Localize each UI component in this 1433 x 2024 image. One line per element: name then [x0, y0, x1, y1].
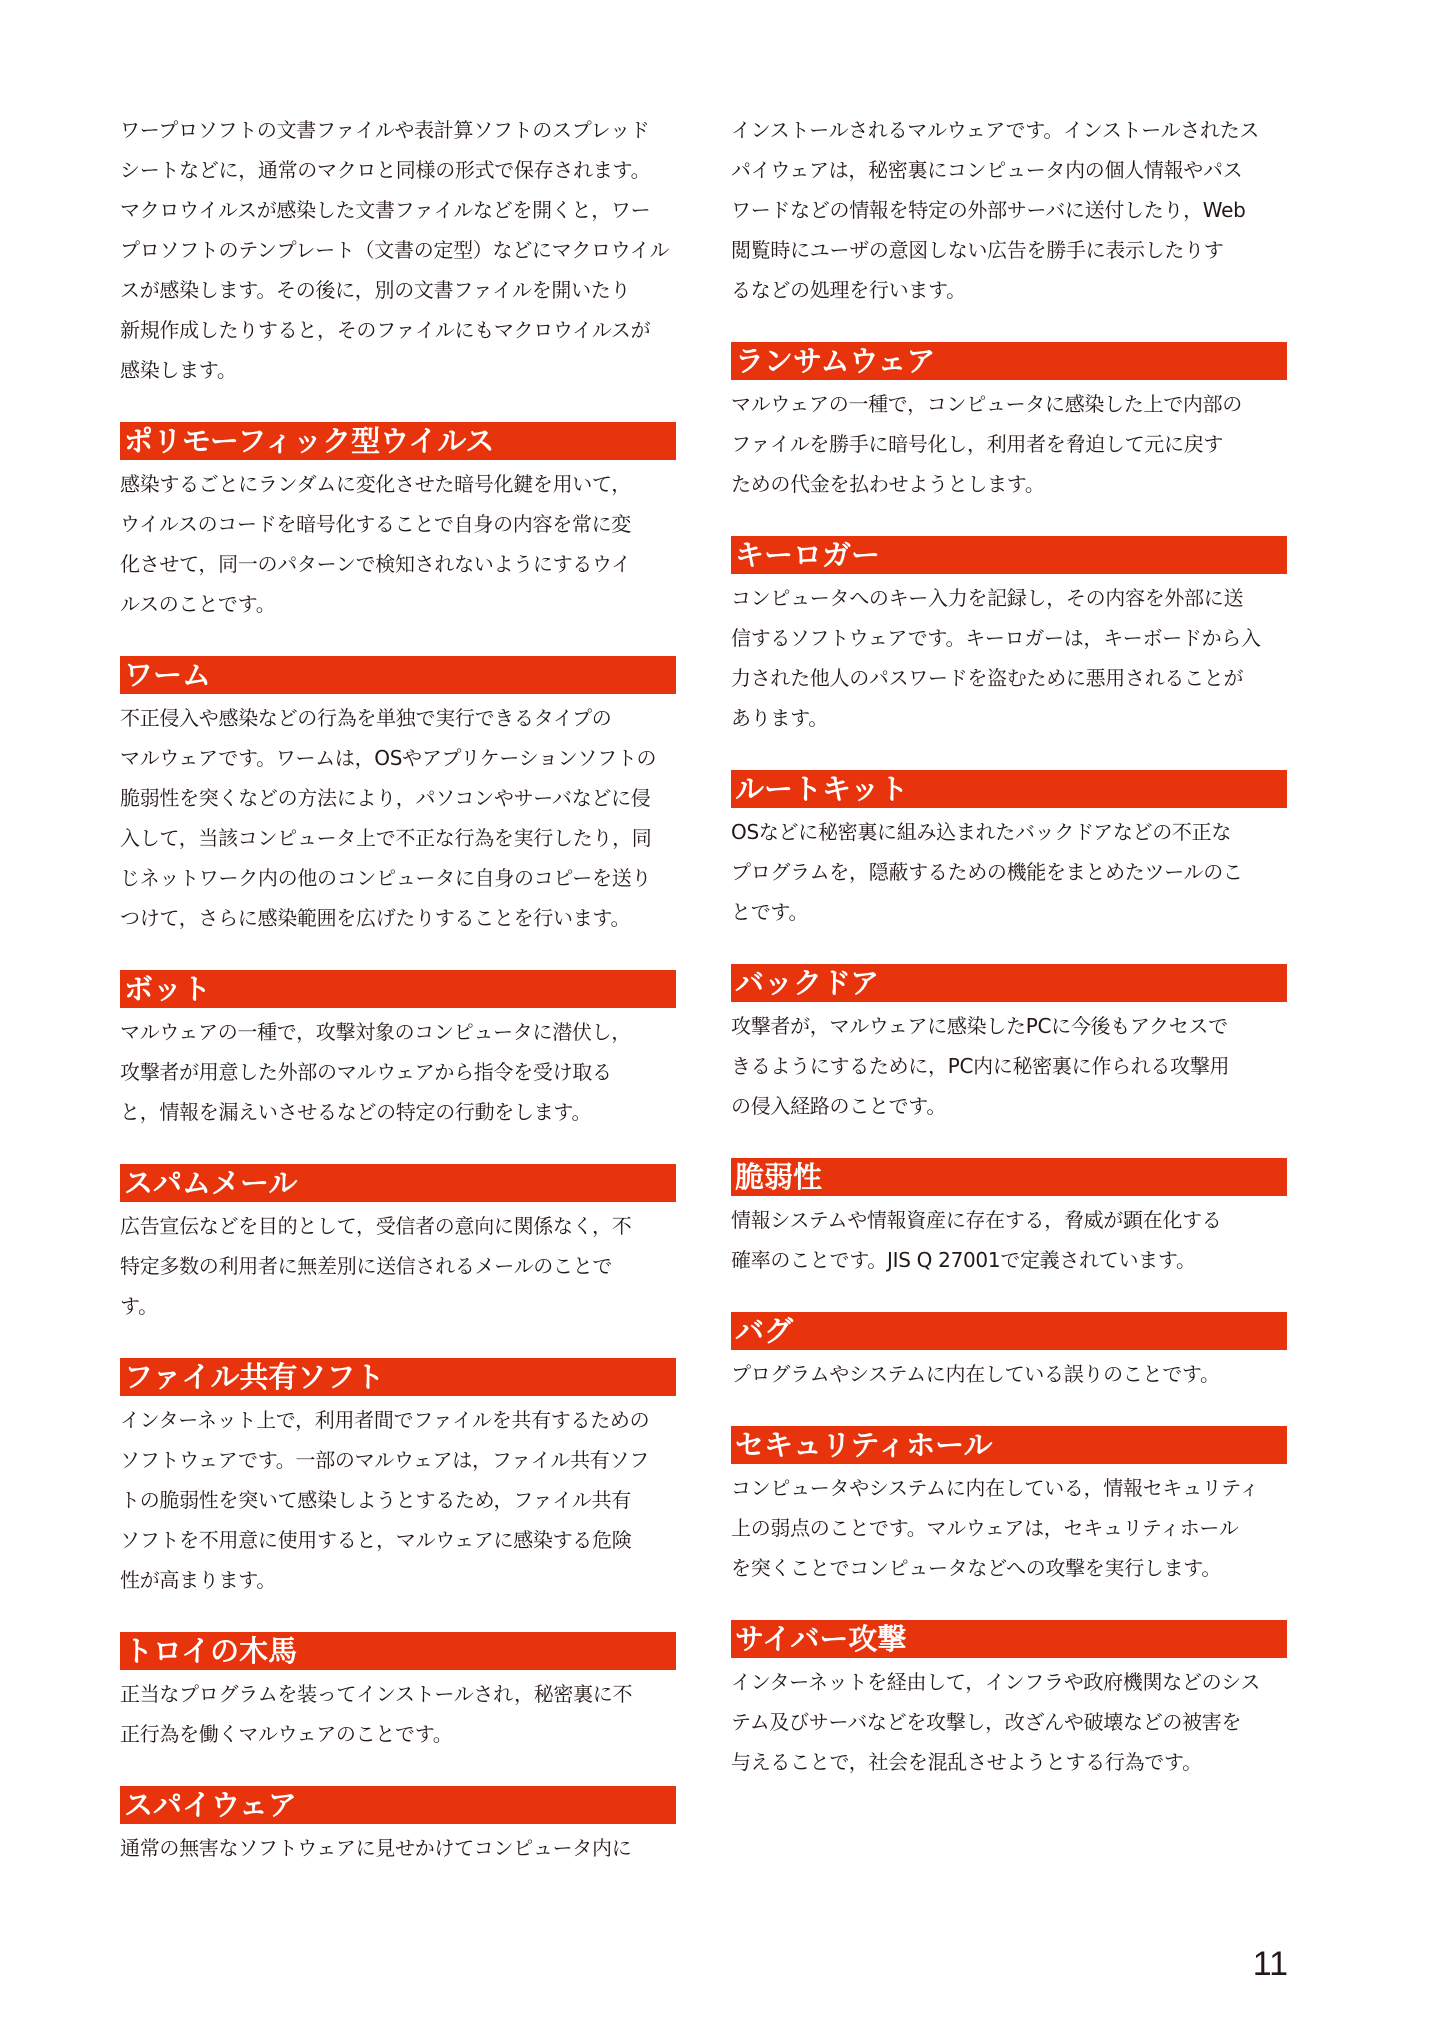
glossary-section: [120, 110, 676, 390]
definition-line: 新規作成したりすると，そのファイルにもマクロウイルスが: [120, 318, 651, 342]
definition-line: 与えることで，社会を混乱させようとする行為です。: [731, 1750, 1202, 1774]
definition-line: パイウェアは，秘密裏にコンピュータ内の個人情報やパス: [731, 158, 1243, 182]
term-heading: ルートキット: [731, 770, 1287, 808]
glossary-section: [120, 1164, 676, 1326]
definition-line: トの脆弱性を突いて感染しようとするため，ファイル共有: [120, 1488, 631, 1512]
definition-line: テム及びサーバなどを攻撃し，改ざんや破壊などの被害を: [731, 1710, 1242, 1734]
glossary-section: [731, 342, 1287, 504]
term-heading: バックドア: [731, 964, 1287, 1002]
glossary-section: [120, 656, 676, 938]
term-heading: ランサムウェア: [731, 342, 1287, 380]
definition-line: るなどの処理を行います。: [731, 278, 966, 302]
section-gap: [731, 1588, 1287, 1620]
section-gap: [731, 1126, 1287, 1158]
term-heading: セキュリティホール: [731, 1426, 1287, 1464]
definition-line: マルウェアの一種で，攻撃対象のコンピュータに潜伏し，: [120, 1020, 631, 1044]
term-heading: スパムメール: [120, 1164, 676, 1202]
definition-line: ファイルを勝手に暗号化し，利用者を脅迫して元に戻す: [731, 432, 1224, 456]
section-gap: [731, 1394, 1287, 1426]
definition-line: マルウェアです。ワームは，OSやアプリケーションソフトの: [120, 746, 657, 770]
section-gap: [731, 310, 1287, 342]
definition-line: 攻撃者が用意した外部のマルウェアから指令を受け取る: [120, 1060, 612, 1084]
definition-line: 広告宣伝などを目的として，受信者の意向に関係なく，不: [120, 1214, 632, 1238]
definition-line: あります。: [731, 706, 828, 730]
definition-line: インストールされるマルウェアです。インストールされたス: [731, 118, 1260, 142]
page-number: 11: [1252, 1945, 1288, 1983]
glossary-section: [731, 110, 1287, 310]
definition-line: 不正侵入や感染などの行為を単独で実行できるタイプの: [120, 706, 612, 730]
glossary-section: [120, 422, 676, 624]
definition-line: コンピュータやシステムに内在している，情報セキュリティ: [731, 1476, 1259, 1500]
definition-line: ウイルスのコードを暗号化することで自身の内容を常に変: [120, 512, 631, 536]
definition-line: インターネットを経由して，インフラや政府機関などのシス: [731, 1670, 1261, 1694]
definition-line: きるようにするために，PC内に秘密裏に作られる攻撃用: [731, 1054, 1230, 1078]
glossary-section: [120, 1786, 676, 1868]
definition-line: 正当なプログラムを装ってインストールされ，秘密裏に不: [120, 1682, 633, 1706]
glossary-section: [731, 1312, 1287, 1394]
glossary-section: [120, 1358, 676, 1600]
section-gap: [731, 504, 1287, 536]
definition-line: 脆弱性を突くなどの方法により，パソコンやサーバなどに侵: [120, 786, 651, 810]
section-gap: [120, 1326, 676, 1358]
definition-line: 信するソフトウェアです。キーロガーは，キーボードから入: [731, 626, 1261, 650]
definition-line: プログラムを，隠蔽するための機能をまとめたツールのこ: [731, 860, 1243, 884]
glossary-section: [731, 1426, 1287, 1588]
section-gap: [120, 390, 676, 422]
left-column: [120, 110, 676, 1868]
glossary-section: [120, 1632, 676, 1754]
definition-line: 正行為を働くマルウェアのことです。: [120, 1722, 453, 1746]
definition-line: ソフトウェアです。一部のマルウェアは，ファイル共有ソフ: [120, 1448, 649, 1472]
section-gap: [731, 738, 1287, 770]
definition-line: を突くことでコンピュータなどへの攻撃を実行します。: [731, 1556, 1222, 1580]
glossary-section: [731, 770, 1287, 932]
definition-line: OSなどに秘密裏に組み込まれたバックドアなどの不正な: [731, 820, 1232, 844]
definition-line: ワードなどの情報を特定の外部サーバに送付したり，Web: [731, 198, 1246, 222]
term-heading: サイバー攻撃: [731, 1620, 1287, 1658]
glossary-section: [731, 536, 1287, 738]
glossary-section: [731, 1158, 1287, 1280]
definition-line: 力された他人のパスワードを盗むために悪用されることが: [731, 666, 1244, 690]
section-gap: [120, 624, 676, 656]
definition-line: ルスのことです。: [120, 592, 276, 616]
term-heading: 脆弱性: [731, 1158, 1287, 1196]
term-heading: ポリモーフィック型ウイルス: [120, 422, 676, 460]
definition-line: 感染します。: [120, 358, 237, 382]
section-gap: [731, 1280, 1287, 1312]
definition-line: 特定多数の利用者に無差別に送信されるメールのことで: [120, 1254, 613, 1278]
definition-line: 上の弱点のことです。マルウェアは，セキュリティホール: [731, 1516, 1239, 1540]
definition-line: 通常の無害なソフトウェアに見せかけてコンピュータ内に: [120, 1836, 632, 1860]
definition-line: プログラムやシステムに内在している誤りのことです。: [731, 1362, 1220, 1386]
section-gap: [120, 938, 676, 970]
definition-line: コンピュータへのキー入力を記録し，その内容を外部に送: [731, 586, 1244, 610]
definition-line: つけて，さらに感染範囲を広げたりすることを行います。: [120, 906, 631, 930]
term-heading: ワーム: [120, 656, 676, 694]
definition-line: 性が高まります。: [120, 1568, 276, 1592]
definition-line: マルウェアの一種で，コンピュータに感染した上で内部の: [731, 392, 1242, 416]
section-gap: [120, 1754, 676, 1786]
definition-line: す。: [120, 1294, 158, 1318]
definition-line: と，情報を漏えいさせるなどの特定の行動をします。: [120, 1100, 592, 1124]
glossary-section: [731, 1620, 1287, 1782]
definition-line: 閲覧時にユーザの意図しない広告を勝手に表示したりす: [731, 238, 1224, 262]
definition-line: シートなどに，通常のマクロと同様の形式で保存されます。: [120, 158, 651, 182]
term-heading: トロイの木馬: [120, 1632, 676, 1670]
definition-line: 化させて，同一のパターンで検知されないようにするウイ: [120, 552, 631, 576]
glossary-section: [731, 964, 1287, 1126]
definition-line: 情報システムや情報資産に存在する，脅威が顕在化する: [731, 1208, 1222, 1232]
definition-line: ワープロソフトの文書ファイルや表計算ソフトのスプレッド: [120, 118, 650, 142]
term-heading: ファイル共有ソフト: [120, 1358, 676, 1396]
section-gap: [731, 932, 1287, 964]
definition-line: 攻撃者が，マルウェアに感染したPCに今後もアクセスで: [731, 1014, 1228, 1038]
term-heading: スパイウェア: [120, 1786, 676, 1824]
definition-line: インターネット上で，利用者間でファイルを共有するための: [120, 1408, 650, 1432]
glossary-section: [120, 970, 676, 1132]
definition-line: 入して，当該コンピュータ上で不正な行為を実行したり，同: [120, 826, 652, 850]
term-heading: バグ: [731, 1312, 1287, 1350]
definition-line: ための代金を払わせようとします。: [731, 472, 1045, 496]
definition-line: じネットワーク内の他のコンピュータに自身のコピーを送り: [120, 866, 652, 890]
right-column: [731, 110, 1287, 1782]
section-gap: [120, 1132, 676, 1164]
definition-line: スが感染します。その後に，別の文書ファイルを開いたり: [120, 278, 631, 302]
definition-line: 感染するごとにランダムに変化させた暗号化鍵を用いて，: [120, 472, 631, 496]
definition-line: ソフトを不用意に使用すると，マルウェアに感染する危険: [120, 1528, 632, 1552]
definition-line: とです。: [731, 900, 809, 924]
definition-line: プロソフトのテンプレート（文書の定型）などにマクロウイル: [120, 238, 670, 262]
term-heading: ボット: [120, 970, 676, 1008]
definition-line: の侵入経路のことです。: [731, 1094, 947, 1118]
section-gap: [120, 1600, 676, 1632]
term-heading: キーロガー: [731, 536, 1287, 574]
definition-line: マクロウイルスが感染した文書ファイルなどを開くと，ワー: [120, 198, 651, 222]
definition-line: 確率のことです。JIS Q 27001で定義されています。: [731, 1248, 1196, 1272]
